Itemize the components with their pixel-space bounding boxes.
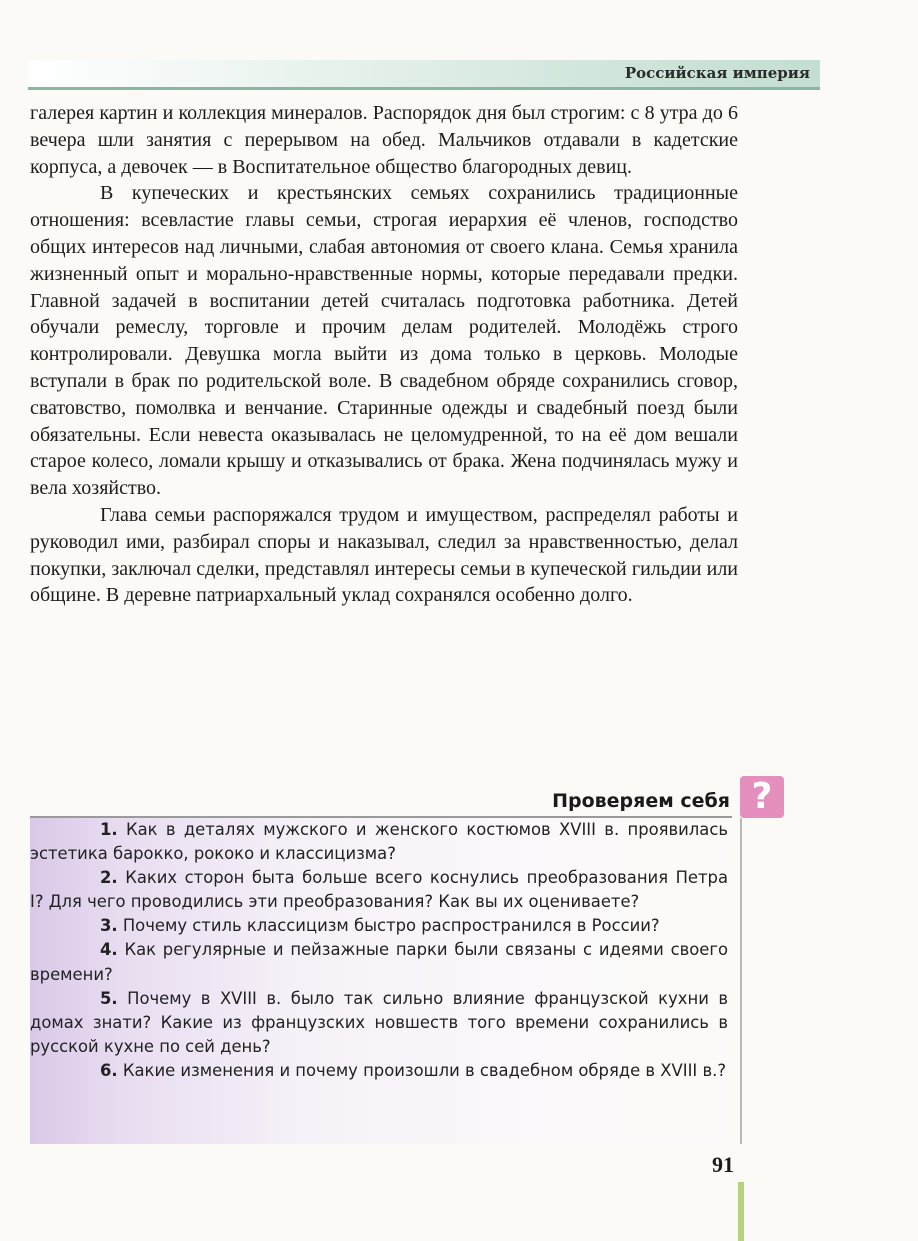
question-text: Какие изменения и почему произошли в свадебном обряде в XVIII в.?	[122, 1060, 727, 1080]
paragraph: галерея картин и коллекция минералов. Распорядок дня был строгим: с 8 утра до 6 вечера шли занятия с перерывом на обед. Мальчиков отдавали в кадетские корпуса, а девочек — в Воспитательное общество благородных девиц.	[30, 102, 738, 178]
question-text: Каких сторон быта больше всего коснулись преобразования Петра I? Для чего проводились эти преобразования? Как вы их оцениваете?	[30, 868, 729, 912]
question-text: Как регулярные и пейзажные парки были связаны с идеями своего времени?	[30, 940, 728, 984]
paragraph: В купеческих и крестьянских семьях сохранились традиционные отношения: всевластие главы семьи, строгая иерархия её членов, господство общих интересов над личными, слабая автономия от своего клана. Семья хранила жизненный опыт и морально-нравственные нормы, которые передавали предки. Главной задачей в воспитании детей считалась подготовка работника. Детей обучали ремеслу, торговле и прочим делам родителей. Молодёжь строго контролировали. Девушка могла выйти из дома только в церковь. Молодые вступали в брак по родительской воле. В свадебном обряде сохранились сговор, сватовство, помолвка и венчание. Старинные одежды и свадебный поезд были обязательны. Если невеста оказывалась не целомудренной, то на её дом вешали старое колесо, ломали крышу и отказывались от брака. Жена подчинялась мужу и вела хозяйство.	[30, 182, 738, 500]
page-number: 91	[712, 1152, 734, 1177]
question-number: 6.	[100, 1060, 118, 1080]
question-number: 1.	[100, 820, 118, 839]
question-item	[30, 914, 728, 938]
question-item	[30, 938, 728, 986]
question-item	[30, 987, 728, 1059]
running-header	[28, 60, 820, 90]
question-number: 3.	[100, 916, 118, 936]
question-item	[30, 866, 728, 914]
review-questions	[30, 818, 728, 1083]
question-text: Почему стиль классицизм быстро распространился в России?	[122, 916, 660, 936]
paragraph: Глава семьи распоряжался трудом и имуществом, распределял работы и руководил ими, разбирал споры и наказывал, следил за нравственностью, делал покупки, заключал сделки, представлял интересы семьи в купеческой гильдии или общине. В деревне патриархальный уклад сохранялся особенно долго.	[30, 503, 738, 607]
question-text: Как в деталях мужского и женского костюмов XVIII в. проявилась эстетика барокко, рококо и классицизма?	[30, 820, 728, 864]
question-item	[30, 818, 728, 866]
question-number: 5.	[100, 988, 118, 1008]
margin-color-strip	[738, 1182, 744, 1241]
chapter-title: Российская империя	[624, 64, 810, 82]
review-title: Проверяем себя	[552, 790, 730, 812]
question-text: Почему в XVIII в. было так сильно влияние французской кухни в домах знати? Какие из французских новшеств того времени сохранились в русской кухне по сей день?	[30, 988, 728, 1056]
review-section-header	[30, 788, 732, 818]
question-number: 2.	[100, 868, 118, 888]
question-number: 4.	[100, 940, 118, 960]
question-item	[30, 1059, 728, 1083]
question-mark-icon: ?	[740, 776, 784, 818]
main-text	[30, 100, 738, 609]
